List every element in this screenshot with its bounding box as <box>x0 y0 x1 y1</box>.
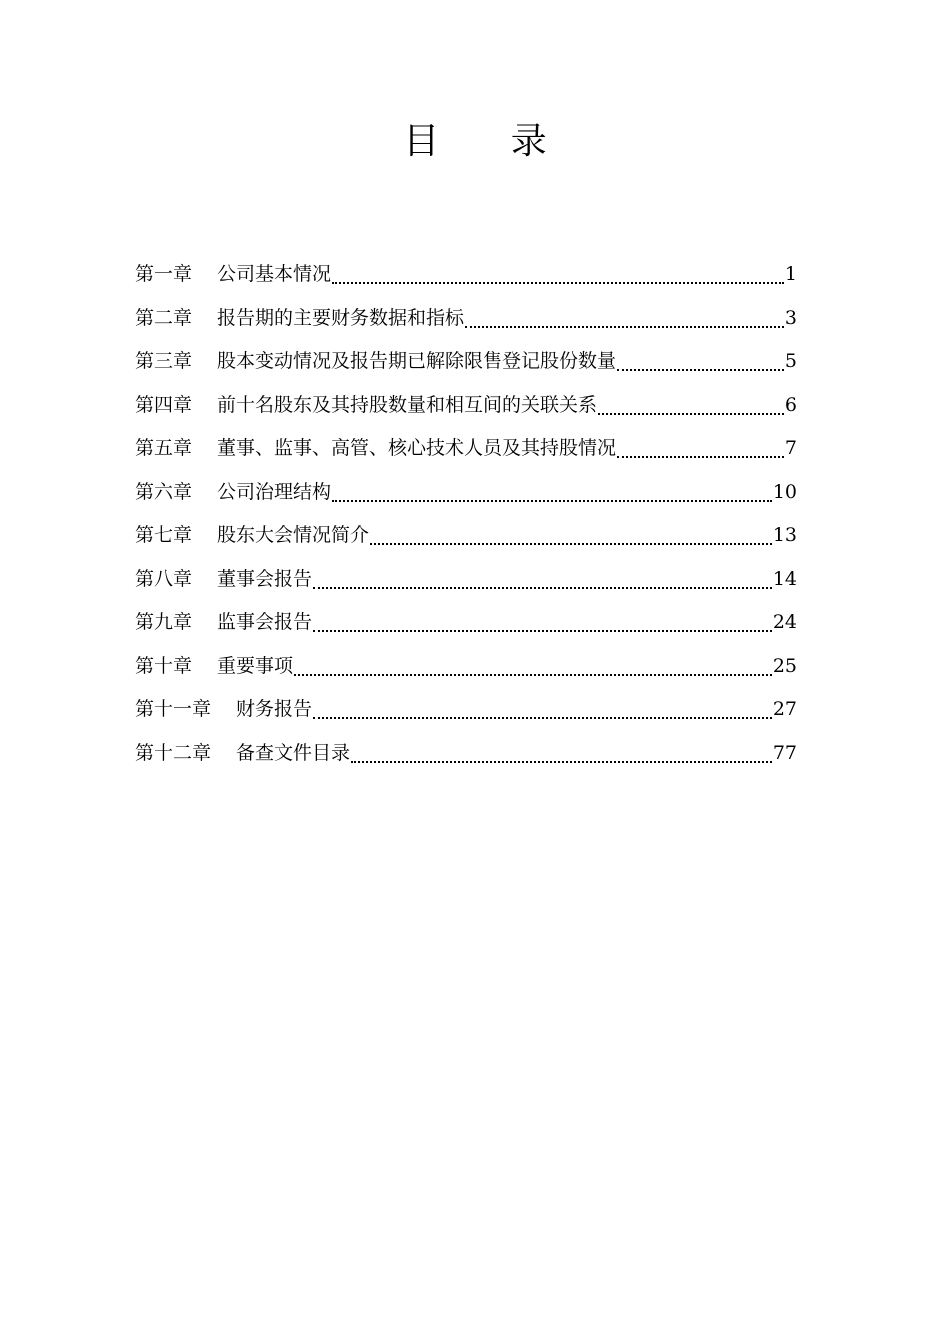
toc-heading: 董事会报告 <box>217 567 313 590</box>
toc-page-number: 1 <box>784 263 797 285</box>
toc-page-number: 5 <box>784 350 797 372</box>
toc-heading: 公司治理结构 <box>217 480 332 503</box>
toc-entry-5[interactable] <box>135 427 797 471</box>
toc-heading: 前十名股东及其持股数量和相互间的关联关系 <box>217 393 598 416</box>
toc-heading: 公司基本情况 <box>217 263 332 285</box>
toc-dot-leader <box>313 629 772 632</box>
toc-entry-12[interactable] <box>135 732 797 776</box>
toc-dot-leader <box>598 412 784 415</box>
toc-page-number: 27 <box>772 698 797 720</box>
toc-heading: 财务报告 <box>236 698 313 720</box>
toc-entry-6[interactable] <box>135 471 797 515</box>
toc-entry-4[interactable] <box>135 384 797 428</box>
toc-chapter-number: 第十二章 <box>135 741 212 764</box>
toc-chapter-number: 第七章 <box>135 524 193 546</box>
toc-heading: 股东大会情况简介 <box>217 524 370 546</box>
toc-chapter-number: 第十一章 <box>135 698 212 720</box>
toc-chapter-number: 第十章 <box>135 654 193 677</box>
toc-entry-3[interactable] <box>135 340 797 384</box>
toc-entry-10[interactable] <box>135 645 797 689</box>
toc-chapter-number: 第一章 <box>135 263 193 285</box>
table-of-contents <box>135 253 797 775</box>
toc-heading: 股本变动情况及报告期已解除限售登记股份数量 <box>217 350 617 372</box>
toc-heading: 报告期的主要财务数据和指标 <box>217 306 465 329</box>
toc-heading: 董事、监事、高管、核心技术人员及其持股情况 <box>217 437 617 459</box>
toc-chapter-number: 第六章 <box>135 480 193 503</box>
page-title: 目 录 <box>403 121 577 162</box>
toc-page-number: 3 <box>784 306 797 329</box>
toc-dot-leader <box>332 281 784 284</box>
toc-dot-leader <box>617 455 784 458</box>
toc-page-number: 6 <box>784 393 797 416</box>
toc-page-number: 77 <box>772 741 797 764</box>
toc-heading: 备查文件目录 <box>236 741 351 764</box>
toc-entry-1[interactable] <box>135 253 797 297</box>
toc-page-number: 10 <box>772 480 797 503</box>
toc-page-number: 25 <box>772 654 797 677</box>
toc-entry-11[interactable] <box>135 688 797 732</box>
toc-dot-leader <box>294 673 772 676</box>
toc-chapter-number: 第五章 <box>135 437 193 459</box>
toc-chapter-number: 第四章 <box>135 393 193 416</box>
toc-chapter-number: 第二章 <box>135 306 193 329</box>
toc-chapter-number: 第八章 <box>135 567 193 590</box>
toc-dot-leader <box>313 716 772 719</box>
toc-dot-leader <box>617 368 784 371</box>
toc-page-number: 7 <box>784 437 797 459</box>
toc-dot-leader <box>332 499 772 502</box>
toc-entry-9[interactable] <box>135 601 797 645</box>
toc-dot-leader <box>351 760 772 763</box>
toc-entry-8[interactable] <box>135 558 797 602</box>
toc-page-number: 13 <box>772 524 797 546</box>
toc-dot-leader <box>370 542 772 545</box>
toc-dot-leader <box>465 325 784 328</box>
toc-dot-leader <box>313 586 772 589</box>
toc-heading: 重要事项 <box>217 654 294 677</box>
toc-page-number: 14 <box>772 567 797 590</box>
toc-chapter-number: 第九章 <box>135 611 193 633</box>
toc-chapter-number: 第三章 <box>135 350 193 372</box>
toc-entry-7[interactable] <box>135 514 797 558</box>
toc-heading: 监事会报告 <box>217 611 313 633</box>
toc-page-number: 24 <box>772 611 797 633</box>
toc-entry-2[interactable] <box>135 297 797 341</box>
